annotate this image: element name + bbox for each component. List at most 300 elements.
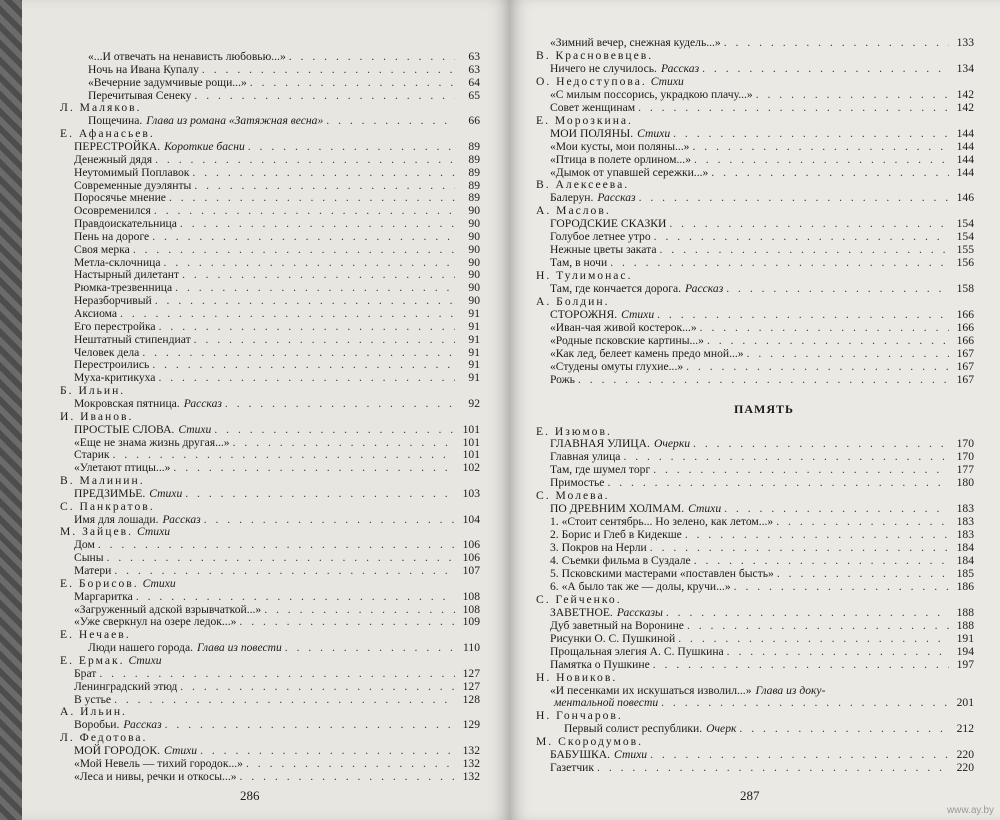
toc-page-number: 89 (468, 165, 480, 179)
toc-entry (74, 667, 480, 680)
leader-dots (659, 243, 949, 256)
toc-text: «Иван-чая живой костерок...» (550, 320, 697, 334)
toc-text: ПО ДРЕВНИМ ХОЛМАМ. (550, 502, 685, 516)
toc-text: В. Алексеева. (536, 178, 630, 192)
leader-dots (610, 256, 949, 269)
toc-author (60, 731, 480, 744)
toc-page-number: 142 (956, 87, 974, 101)
toc-text: «Родные псковские картины...» (550, 333, 704, 347)
leader-dots (700, 321, 949, 334)
toc-page-number: 90 (468, 268, 480, 282)
toc-page-number: 90 (468, 229, 480, 243)
toc-entry (550, 308, 974, 321)
toc-page-number: 91 (468, 358, 480, 372)
toc-text: Правдоискательница (74, 217, 177, 231)
toc-page-number: 132 (462, 743, 480, 757)
toc-entry (74, 268, 480, 281)
toc-page-number: 170 (956, 437, 974, 451)
toc-entry (74, 513, 480, 526)
toc-subtitle: Стихи (178, 422, 212, 436)
toc-page-number: 101 (462, 422, 480, 436)
toc-entry (74, 294, 480, 307)
toc-page-number: 127 (462, 679, 480, 693)
leader-dots (650, 748, 949, 761)
leader-dots (182, 268, 455, 281)
toc-text: 4. Съемки фильма в Суздале (550, 554, 691, 567)
toc-text: Примостье (550, 476, 605, 490)
toc-author (536, 593, 974, 606)
leader-dots (98, 538, 455, 551)
toc-subtitle: Стихи (621, 307, 655, 321)
leader-dots (694, 554, 949, 567)
toc-entry (550, 515, 974, 528)
toc-text: «С милым поссорись, украдкою плачу...» (550, 87, 753, 101)
toc-text: М. Зайцев. (60, 525, 133, 539)
toc-text: Прощальная элегия А. С. Пушкина (550, 644, 724, 658)
toc-text: Там, где шумел торг (550, 463, 651, 477)
leader-dots (173, 461, 455, 474)
toc-text: Голубое летнее утро (550, 230, 651, 244)
leader-dots (152, 358, 455, 371)
toc-page-number: 144 (956, 165, 974, 179)
toc-subtitle: ментальной повести (554, 696, 659, 710)
leader-dots (133, 243, 455, 256)
toc-entry (74, 346, 480, 359)
toc-entry (88, 63, 480, 76)
toc-text: «...И отвечать на ненависть любовью...» (88, 50, 286, 63)
toc-entry (550, 101, 974, 114)
toc-entry (74, 744, 480, 757)
toc-page-number: 144 (956, 126, 974, 140)
toc-entry (550, 476, 974, 489)
leader-dots (264, 603, 455, 616)
toc-entry (550, 230, 974, 243)
toc-text: Настырный дилетант (74, 268, 180, 282)
toc-text: Памятка о Пушкине (550, 657, 650, 671)
toc-entry (74, 243, 480, 256)
leader-dots (246, 757, 455, 770)
toc-text: Н. Гончаров. (536, 709, 623, 723)
toc-text: ПЕРЕСТРОЙКА. (74, 139, 161, 153)
toc-entry (550, 127, 974, 140)
toc-entry (550, 191, 974, 204)
toc-entry (74, 680, 480, 693)
toc-text: 1. «Стоит сентябрь... Но зелено, как летом...» (550, 515, 774, 529)
toc-text: Е. Морозкина. (536, 113, 633, 127)
toc-text: «Дымок от упавшей сережки...» (550, 165, 709, 179)
leader-dots (159, 320, 455, 333)
toc-text: Аксиома (74, 307, 118, 320)
toc-text: С. Молева. (536, 489, 610, 503)
toc-entry (74, 693, 480, 706)
toc-text: В. Красновевцев. (536, 48, 654, 62)
toc-author (60, 577, 480, 590)
toc-text: Поросячье мнение (74, 191, 166, 205)
leader-dots (240, 770, 455, 783)
leader-dots (114, 693, 455, 706)
leader-dots (726, 282, 949, 295)
toc-entry (74, 538, 480, 551)
toc-page-number: 184 (956, 541, 974, 555)
toc-entry (550, 567, 974, 580)
leader-dots (707, 334, 949, 347)
leader-dots (152, 230, 455, 243)
leader-dots (120, 307, 455, 320)
toc-entry (550, 243, 974, 256)
toc-page-number: 220 (956, 761, 974, 775)
toc-page-number: 156 (956, 256, 974, 270)
toc-page-number: 142 (956, 100, 974, 114)
watermark: www.ay.by (946, 805, 994, 816)
leader-dots (756, 88, 949, 101)
toc-text: Денежный дядя (74, 152, 153, 166)
toc-text: ГОРОДСКИЕ СКАЗКИ (550, 217, 667, 231)
toc-text: Главная улица (550, 450, 621, 464)
toc-page-number: 146 (956, 191, 974, 205)
leader-dots (204, 513, 455, 526)
toc-entry (550, 88, 974, 101)
toc-page-number: 133 (956, 36, 974, 49)
leader-dots (693, 437, 949, 450)
leader-dots (650, 541, 949, 554)
toc-text: Н. Новиков. (536, 670, 618, 684)
toc-page-number: 127 (462, 666, 480, 680)
toc-text: 6. «А было так же — долы, кручи...» (550, 579, 731, 593)
toc-subtitle: Рассказ (660, 61, 700, 75)
leader-dots (194, 89, 455, 102)
toc-page-number: 183 (956, 515, 974, 529)
toc-author (536, 671, 974, 684)
toc-text: Б. Ильин. (60, 384, 126, 398)
toc-page-number: 144 (956, 139, 974, 153)
toc-text: ЗАВЕТНОЕ. (550, 605, 613, 619)
toc-text: «Загруженный адской взрывчаткой...» (74, 602, 262, 616)
toc-entry (88, 641, 480, 654)
toc-text: Осовременился (74, 204, 151, 218)
toc-entry (550, 217, 974, 230)
toc-author (60, 705, 480, 718)
leader-dots (248, 140, 455, 153)
toc-text: ГЛАВНАЯ УЛИЦА. (550, 437, 650, 451)
toc-subtitle: Стихи (137, 525, 171, 539)
toc-text: Ничего не случилось. (550, 61, 657, 75)
toc-page-number: 132 (462, 769, 480, 783)
toc-entry (550, 256, 974, 269)
toc-subtitle: Рассказ (123, 718, 162, 732)
leader-dots (194, 333, 455, 346)
toc-entry (74, 397, 480, 410)
toc-entry (74, 718, 480, 731)
leader-dots (711, 166, 949, 179)
toc-text: 2. Борис и Глеб в Кидекше (550, 528, 682, 542)
toc-page-number: 90 (468, 281, 480, 295)
toc-author (536, 204, 974, 217)
toc-subtitle: Стихи (128, 653, 162, 667)
toc-page-number: 64 (468, 75, 480, 89)
toc-text: Л. Маляков. (60, 101, 142, 115)
toc-page-number: 129 (462, 718, 480, 732)
leader-dots (639, 191, 949, 204)
toc-entry (550, 502, 974, 515)
leader-dots (200, 744, 455, 757)
toc-entry (550, 632, 974, 645)
toc-text: Неутомимый Поплавок (74, 165, 190, 179)
leader-dots (285, 641, 455, 654)
toc-text: О. Недоступова. (536, 74, 647, 88)
toc-subtitle: Рассказ (685, 282, 724, 296)
toc-author (60, 101, 480, 114)
toc-page-number: 183 (956, 502, 974, 516)
leader-dots (653, 463, 949, 476)
toc-text: «Еще не знама жизнь другая...» (74, 435, 230, 449)
toc-entry (550, 437, 974, 450)
leader-dots (578, 373, 949, 386)
toc-text: И. Иванов. (60, 409, 134, 423)
toc-text: Матери (74, 564, 112, 577)
toc-text: «Птица в полете орлином...» (550, 152, 691, 166)
toc-text: Ленинградский этюд (74, 679, 178, 693)
toc-author (536, 49, 974, 62)
toc-author (536, 489, 974, 502)
toc-text: Е. Борисов. (60, 576, 139, 590)
leader-dots (250, 76, 455, 89)
toc-text: Е. Афанасьев. (60, 127, 155, 141)
toc-text: М. Скородумов. (536, 735, 643, 749)
toc-author (60, 410, 480, 423)
leader-dots (724, 36, 949, 49)
toc-text: «Вечерние задумчивые рощи...» (88, 75, 247, 89)
toc-text: «Как лед, белеет камень предо мной...» (550, 346, 744, 360)
toc-entry (74, 230, 480, 243)
toc-entry (74, 371, 480, 384)
toc-text: «И песенками их искушаться изволил...» (550, 683, 752, 697)
toc-subtitle: Глава из повести (197, 641, 282, 655)
leader-dots (202, 63, 455, 76)
leader-dots (142, 346, 455, 359)
leader-dots (114, 564, 455, 577)
leader-dots (214, 423, 455, 436)
toc-author (536, 295, 974, 308)
toc-page-number: 106 (462, 551, 480, 565)
toc-text: Первый солист республики. (564, 722, 703, 736)
section-title: ПАМЯТЬ (734, 402, 794, 416)
toc-text: Там, в ночи (550, 256, 608, 270)
leader-dots (747, 347, 949, 360)
leader-dots (777, 567, 949, 580)
toc-text: С. Гейченко. (536, 592, 622, 606)
toc-author (536, 709, 974, 722)
toc-text: Мокровская пятница. (74, 396, 180, 410)
toc-text: МОЙ ГОРОДОК. (74, 743, 161, 757)
leader-dots (289, 50, 455, 63)
toc-subtitle: Очерк (706, 722, 737, 736)
toc-text: Балерун. (550, 191, 594, 205)
toc-page-number: 167 (956, 372, 974, 386)
toc-text: «Леса и нивы, речки и откосы...» (74, 769, 237, 783)
toc-author (60, 628, 480, 641)
toc-text: А. Болдин. (536, 295, 610, 308)
toc-page-number: 166 (956, 333, 974, 347)
toc-author (536, 735, 974, 748)
toc-subtitle: Стихи (650, 74, 684, 88)
toc-page-number: 166 (956, 307, 974, 321)
toc-text: ПРЕДЗИМЬЕ. (74, 486, 146, 500)
toc-text: Имя для лошади. (74, 512, 159, 526)
leader-dots (155, 294, 455, 307)
toc-page-number: 89 (468, 191, 480, 205)
leader-dots (724, 502, 949, 515)
toc-page-number: 155 (956, 243, 974, 257)
leader-dots (638, 101, 949, 114)
toc-text: Своя мерка (74, 242, 130, 256)
toc-entry (88, 76, 480, 89)
toc-page-number: 91 (468, 319, 480, 333)
toc-page-number: 201 (956, 696, 974, 710)
toc-entry (550, 36, 974, 49)
toc-page-number: 188 (956, 618, 974, 632)
toc-entry (74, 564, 480, 577)
toc-page-number: 132 (462, 756, 480, 770)
leader-dots (192, 166, 455, 179)
toc-entry (550, 696, 974, 709)
toc-entry (74, 153, 480, 166)
toc-entry (74, 191, 480, 204)
leader-dots (702, 62, 949, 75)
toc-text: Нештатный стипендиат (74, 332, 191, 346)
toc-entry (74, 358, 480, 371)
toc-page-number: 197 (956, 657, 974, 671)
toc-subtitle: Глава из романа «Затяжная весна» (146, 114, 324, 128)
toc-entry (74, 320, 480, 333)
toc-author (60, 127, 480, 140)
toc-page-number: 194 (956, 644, 974, 658)
toc-text: Перестроились (74, 358, 150, 372)
toc-page-number: 101 (462, 435, 480, 449)
toc-subtitle: Рассказы (616, 605, 663, 619)
toc-page-number: 101 (462, 448, 480, 462)
toc-page-number: 91 (468, 371, 480, 385)
toc-page-number: 154 (956, 217, 974, 231)
leader-dots (99, 667, 455, 680)
toc-text: 3. Покров на Нерли (550, 541, 647, 555)
toc-entry (550, 282, 974, 295)
toc-author (536, 425, 974, 438)
leader-dots (194, 179, 455, 192)
toc-subtitle: Стихи (614, 748, 648, 762)
leader-dots (727, 645, 949, 658)
toc-page-number: 103 (462, 486, 480, 500)
leader-dots (136, 590, 455, 603)
toc-author (536, 75, 974, 88)
leader-dots (734, 580, 949, 593)
toc-author (60, 500, 480, 513)
toc-entry (550, 541, 974, 554)
toc-page-number: 183 (956, 528, 974, 542)
toc-text: Газетчик (550, 761, 595, 775)
toc-subtitle: Глава из доку- (755, 683, 826, 697)
toc-text: БАБУШКА. (550, 748, 611, 762)
leader-dots (326, 114, 455, 127)
toc-entry (74, 448, 480, 461)
toc-author (536, 114, 974, 127)
toc-text: Рожь (550, 372, 575, 386)
toc-text: Дом (74, 538, 95, 552)
leader-dots (657, 308, 949, 321)
leader-dots (107, 551, 455, 564)
toc-entry (550, 360, 974, 373)
toc-text: ПРОСТЫЕ СЛОВА. (74, 422, 175, 436)
toc-text: А. Ильин. (60, 705, 127, 719)
leader-dots (673, 127, 949, 140)
toc-entry (74, 487, 480, 500)
toc-entry (550, 619, 974, 632)
toc-text: Перечитывая Сенеку (88, 88, 192, 102)
toc-entry (74, 603, 480, 616)
toc-entry (550, 761, 974, 774)
toc-page-number: 108 (462, 589, 480, 603)
toc-page-number: 212 (956, 722, 974, 736)
leader-dots (180, 680, 455, 693)
toc-text: В. Малинин. (60, 474, 145, 488)
toc-subtitle: Рассказ (183, 396, 222, 410)
toc-entry (74, 204, 480, 217)
toc-subtitle: Стихи (637, 126, 671, 140)
leader-dots (686, 360, 949, 373)
toc-page-number: 191 (956, 631, 974, 645)
leader-dots (692, 140, 949, 153)
toc-text: А. Маслов. (536, 204, 611, 218)
leader-dots (776, 515, 949, 528)
toc-text: «Уже сверкнул на озере ледок...» (74, 615, 237, 629)
toc-page-number: 91 (468, 307, 480, 320)
leader-dots (669, 217, 949, 230)
toc-text: Пень на дороге (74, 229, 150, 243)
toc-entry (550, 606, 974, 619)
right-page (510, 0, 1000, 820)
toc-entry (550, 450, 974, 463)
leader-dots (164, 256, 455, 269)
toc-entry (550, 658, 974, 671)
toc-entry (74, 307, 480, 320)
toc-page-number: 66 (468, 114, 480, 128)
toc-entry (74, 166, 480, 179)
toc-text: Л. Федотова. (60, 731, 148, 745)
toc-entry (74, 615, 480, 628)
toc-text: Е. Изюмов. (536, 424, 612, 438)
toc-page-number: 167 (956, 359, 974, 373)
toc-page-number: 108 (462, 602, 480, 616)
toc-page-number: 107 (462, 564, 480, 577)
toc-text: Воробьи. (74, 718, 120, 732)
leader-dots (653, 658, 949, 671)
toc-author (60, 654, 480, 667)
leader-dots (678, 632, 949, 645)
toc-page-number: 134 (956, 61, 974, 75)
leader-dots (169, 191, 455, 204)
toc-page-number: 63 (468, 50, 480, 63)
toc-entry (550, 334, 974, 347)
toc-subtitle: Рассказ (597, 191, 636, 205)
toc-text: С. Панкратов. (60, 499, 155, 513)
toc-entry (74, 436, 480, 449)
toc-entry (550, 321, 974, 334)
toc-text: Старик (74, 448, 110, 462)
left-page (22, 0, 510, 820)
toc-text: Сыны (74, 551, 104, 565)
toc-page-number: 154 (956, 230, 974, 244)
toc-page-number: 90 (468, 217, 480, 231)
toc-entry (74, 551, 480, 564)
